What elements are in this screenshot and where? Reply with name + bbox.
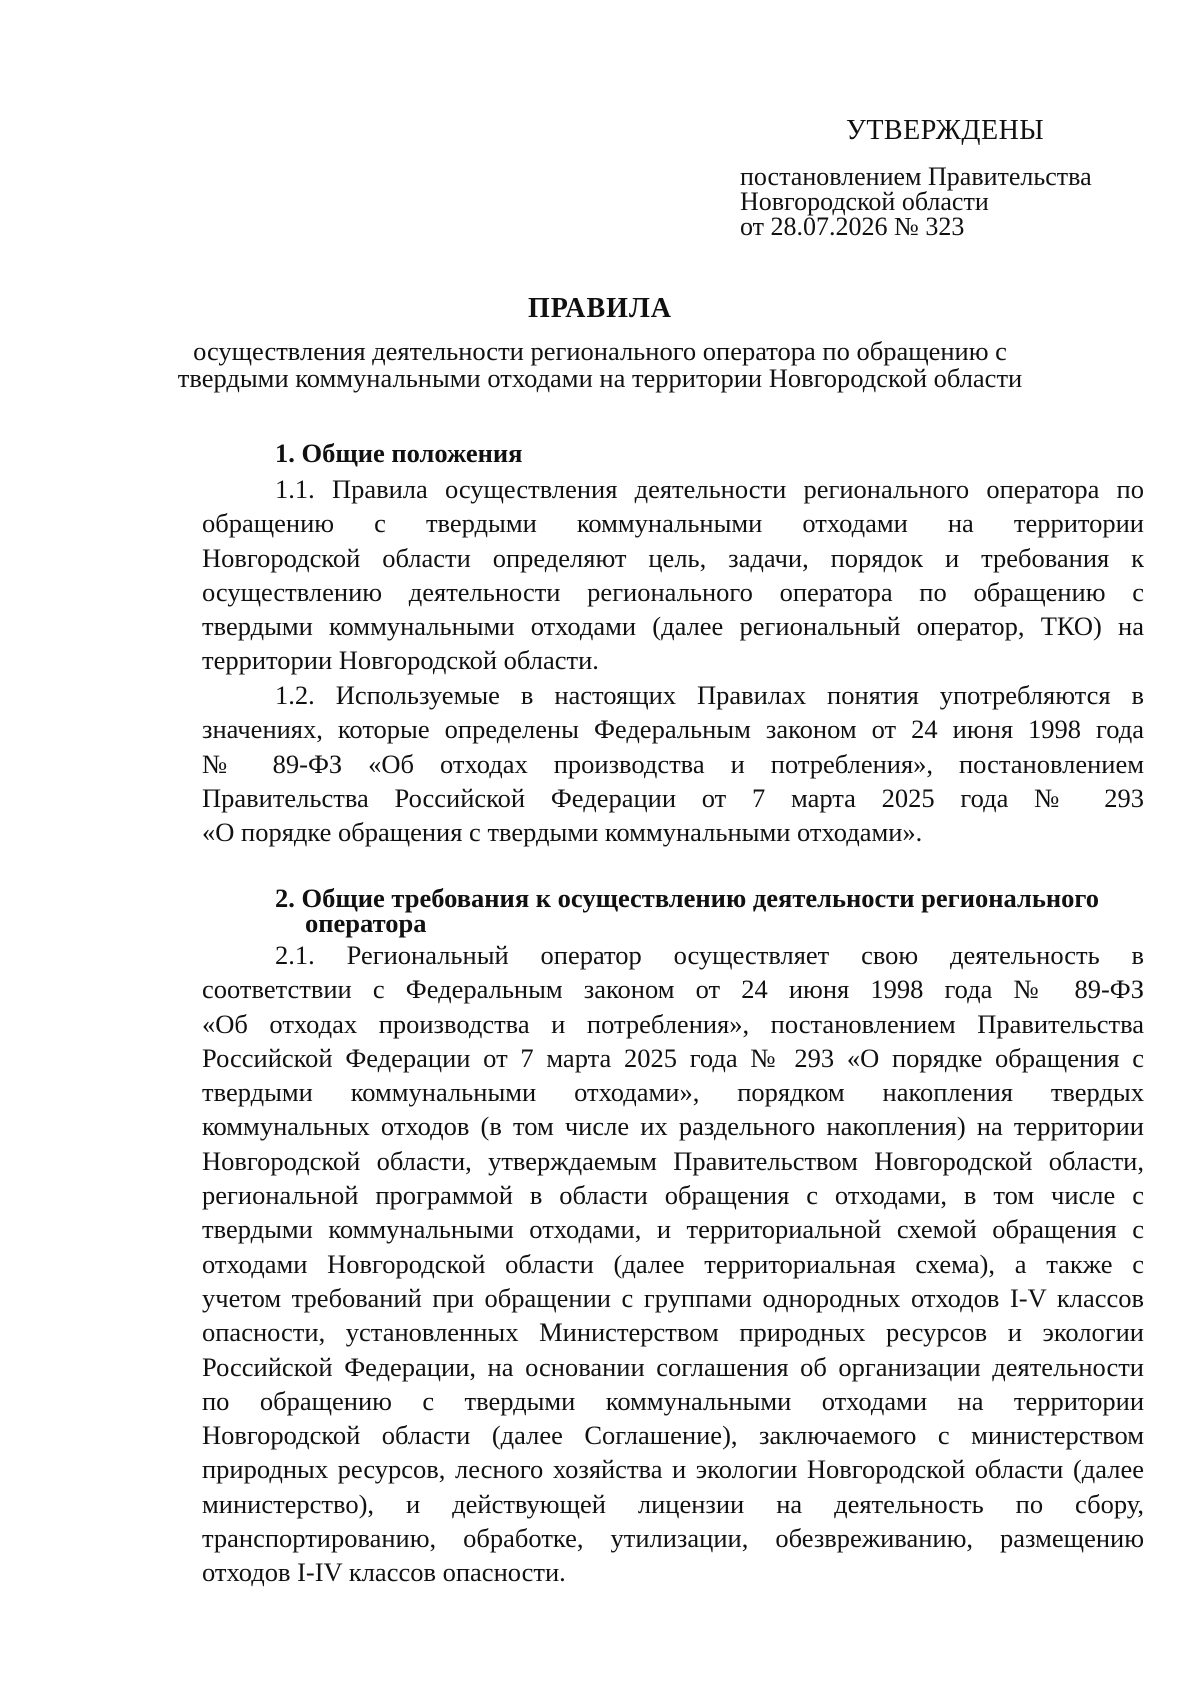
paragraph-line: Российской Федерации, на основании соглашения об организации деятельности: [202, 1351, 1144, 1382]
paragraph-line: природных ресурсов, лесного хозяйства и экологии Новгородской области (далее: [202, 1454, 1144, 1485]
paragraph-1-2: [202, 678, 1144, 849]
paragraph-line: «О порядке обращения с твердыми коммунальными отходами».: [202, 817, 923, 848]
paragraph-line: учетом требований при обращении с группами однородных отходов I-V классов: [202, 1282, 1144, 1313]
paragraph-line: Российской Федерации от 7 марта 2025 года № 293 «О порядке обращения с: [202, 1042, 1144, 1073]
paragraph-line: 2.1. Региональный оператор осуществляет свою деятельность в: [275, 940, 1144, 970]
paragraph-line: отходами Новгородской области (далее территориальная схема), а также с: [202, 1248, 1144, 1279]
paragraph-line: отходов I-IV классов опасности.: [202, 1557, 566, 1588]
section-heading: 2. Общие требования к осуществлению деятельности регионального: [275, 883, 1100, 913]
paragraph-line: осуществлению деятельности регионального оператора по обращению с: [202, 576, 1144, 607]
paragraph-line: транспортированию, обработке, утилизации, обезвреживанию, размещению: [202, 1523, 1144, 1554]
document-title: ПРАВИЛА: [527, 293, 673, 324]
paragraph-line: министерство), и действующей лицензии на деятельность по сбору,: [202, 1488, 1144, 1519]
paragraph-line: Новгородской области, утверждаемым Правительством Новгородской области,: [202, 1145, 1144, 1176]
approval-title: УТВЕРЖДЕНЫ: [846, 115, 1045, 146]
section-heading-continuation: оператора: [305, 908, 427, 938]
paragraph-1-1: [202, 472, 1144, 678]
paragraph-2-1: [202, 938, 1144, 1590]
paragraph-line: 1.1. Правила осуществления деятельности регионального оператора по: [275, 474, 1144, 504]
document-subtitle-line: твердыми коммунальными отходами на территории Новгородской области: [177, 363, 1023, 393]
paragraph-line: Новгородской области определяют цель, задачи, порядок и требования к: [202, 542, 1144, 573]
paragraph-line: опасности, установленных Министерством природных ресурсов и экологии: [202, 1317, 1144, 1348]
paragraph-line: «Об отходах производства и потребления», постановлением Правительства: [202, 1008, 1144, 1039]
paragraph-line: твердыми коммунальными отходами (далее региональный оператор, ТКО) на: [202, 611, 1144, 642]
paragraph-line: № 89-ФЗ «Об отходах производства и потребления», постановлением: [202, 748, 1144, 779]
paragraph-line: твердыми коммунальными отходами», порядком накопления твердых: [202, 1077, 1144, 1108]
paragraph-line: 1.2. Используемые в настоящих Правилах понятия употребляются в: [275, 680, 1144, 710]
paragraph-line: твердыми коммунальными отходами, и территориальной схемой обращения с: [202, 1214, 1144, 1245]
document-subtitle-line: осуществления деятельности регионального оператора по обращению с: [193, 336, 1007, 366]
paragraph-line: соответствии с Федеральным законом от 24 июня 1998 года № 89-ФЗ: [202, 974, 1144, 1005]
approval-line: от 28.07.2026 № 323: [740, 212, 965, 241]
paragraph-line: региональной программой в области обращения с отходами, в том числе с: [202, 1180, 1144, 1211]
paragraph-line: по обращению с твердыми коммунальными отходами на территории: [202, 1385, 1144, 1416]
paragraph-line: обращению с твердыми коммунальными отходами на территории: [202, 508, 1144, 539]
paragraph-line: территории Новгородской области.: [202, 645, 599, 676]
paragraph-line: Новгородской области (далее Соглашение), заключаемого с министерством: [202, 1420, 1144, 1451]
approval-line: Новгородской области: [740, 187, 989, 216]
paragraph-line: Правительства Российской Федерации от 7 марта 2025 года № 293: [202, 782, 1144, 813]
paragraph-line: значениях, которые определены Федеральным законом от 24 июня 1998 года: [202, 714, 1144, 745]
approval-line: постановлением Правительства: [740, 162, 1092, 191]
paragraph-line: коммунальных отходов (в том числе их раздельного накопления) на территории: [202, 1111, 1144, 1142]
section-heading: 1. Общие положения: [275, 438, 523, 468]
